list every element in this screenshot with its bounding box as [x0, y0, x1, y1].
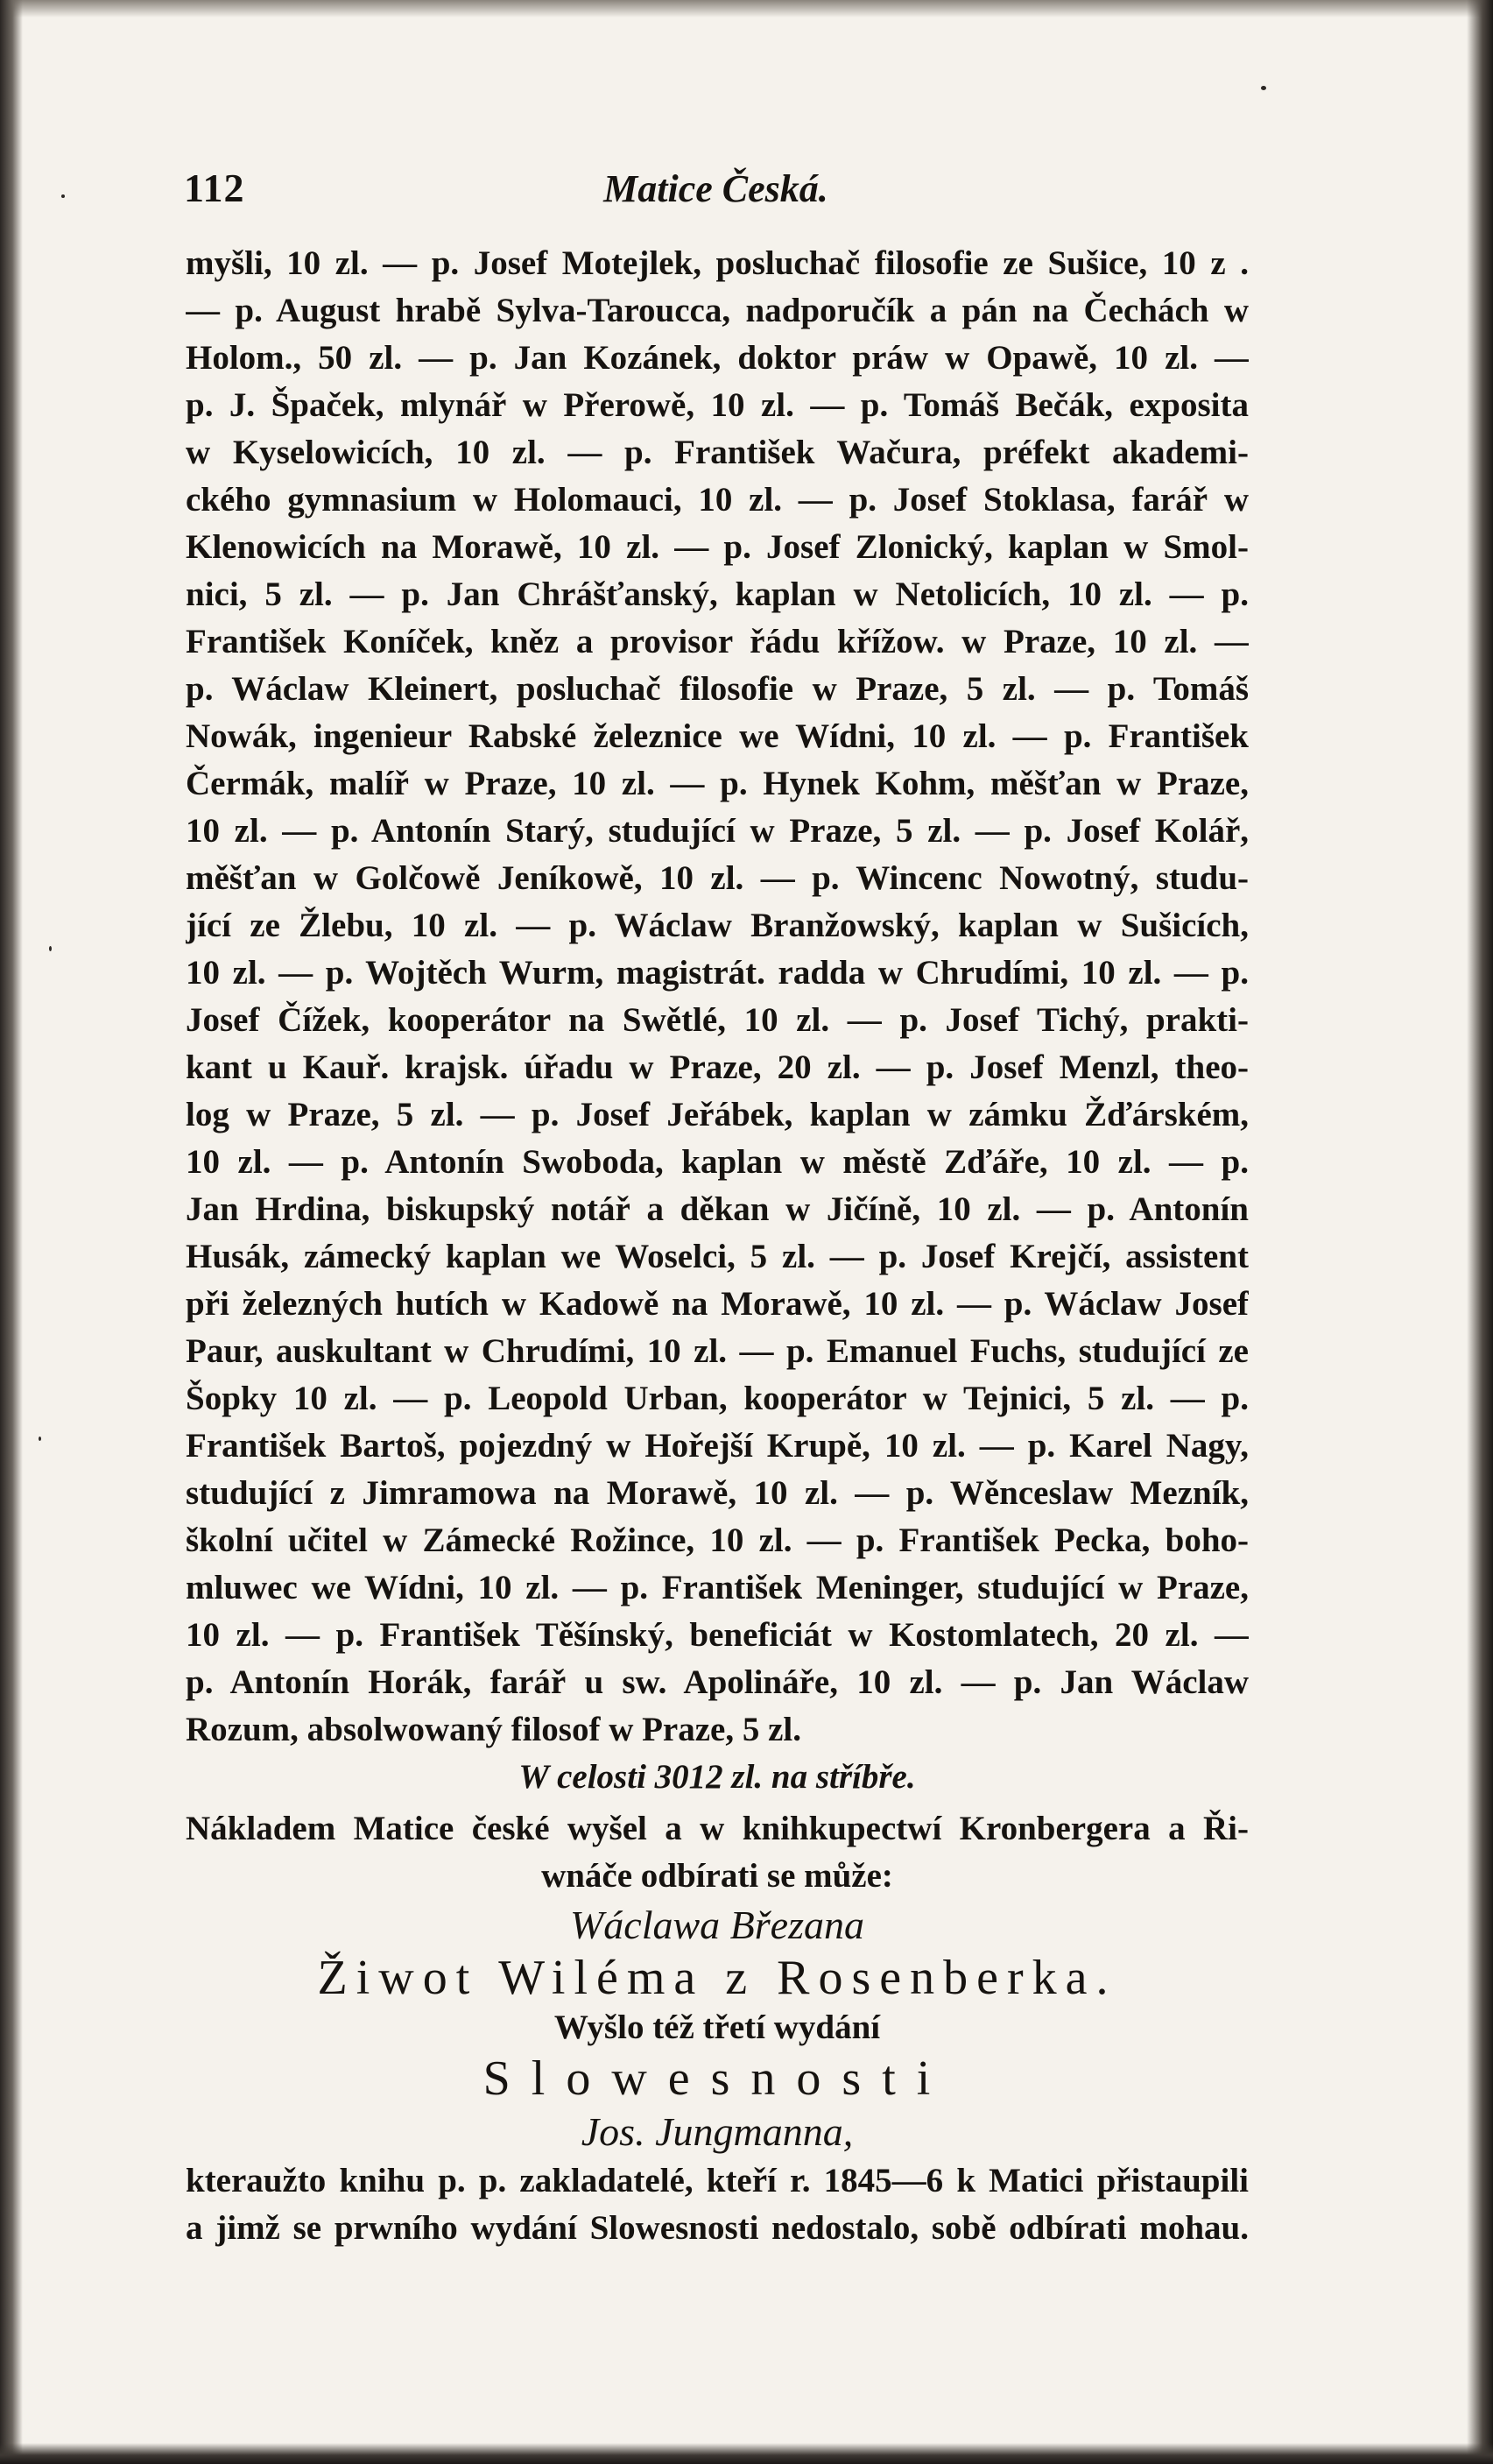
notice-line: kteraužto knihu p. p. zakladatelé, kteří r. 1845—6 k Matici přistaupili [186, 2162, 1249, 2199]
scan-speck [39, 1437, 41, 1441]
text-line: Rozum, absolwowaný filosof w Praze, 5 zl. [186, 1711, 802, 1748]
scan-speck [61, 194, 65, 198]
text-line: 10 zl. — p. František Těšínský, beneficiát w Kostomlatech, 20 zl. — [186, 1616, 1249, 1654]
text-line: Šopky 10 zl. — p. Leopold Urban, kooperátor w Tejnici, 5 zl. — p. [186, 1380, 1249, 1417]
text-line: log w Praze, 5 zl. — p. Josef Jeřábek, kaplan w zámku Žďárském, [186, 1096, 1249, 1133]
publication-notice [186, 1805, 1249, 2252]
total-line: W celosti 3012 zl. na stříbře. [518, 1758, 916, 1796]
text-line: studující z Jimramowa na Morawě, 10 zl. — p. Wěnceslaw Mezník, [186, 1474, 1249, 1512]
text-line: mluwec we Wídni, 10 zl. — p. František Meninger, studující w Praze, [186, 1569, 1249, 1606]
text-line: Klenowicích na Morawě, 10 zl. — p. Josef Zlonický, kaplan w Smol- [186, 528, 1249, 566]
book-author: Jos. Jungmanna, [581, 2109, 854, 2154]
text-line: p. J. Špaček, mlynář w Přerowě, 10 zl. — p. Tomáš Bečák, exposita [186, 386, 1249, 424]
notice-line: Nákladem Matice české wyšel a w knihkupectwí Kronbergera a Ři- [186, 1810, 1249, 1847]
text-line: 10 zl. — p. Antonín Swoboda, kaplan w městě Zďáře, 10 zl. — p. [186, 1143, 1249, 1181]
text-line: w Kyselowicích, 10 zl. — p. František Wačura, préfekt akademi- [186, 434, 1249, 471]
running-title: Matice Česká. [603, 167, 828, 210]
book-title: Slowesnosti [482, 2051, 952, 2106]
text-line: při železných hutích w Kadowě na Morawě, 10 zl. — p. Wáclaw Josef [186, 1285, 1249, 1323]
text-line: kant u Kauř. krajsk. úřadu w Praze, 20 zl. — p. Josef Menzl, theo- [186, 1048, 1249, 1086]
scan-speck [1261, 86, 1266, 90]
text-line: p. Wáclaw Kleinert, posluchač filosofie w Praze, 5 zl. — p. Tomáš [186, 670, 1249, 708]
book-author: Wáclawa Březana [569, 1903, 864, 1947]
text-line: Josef Čížek, kooperátor na Swětlé, 10 zl. — p. Josef Tichý, prakti- [186, 1001, 1249, 1039]
text-line: nici, 5 zl. — p. Jan Chrášťanský, kaplan w Netolicích, 10 zl. — p. [186, 575, 1249, 613]
scan-shadow-left [0, 0, 23, 2464]
text-line: ckého gymnasium w Holomauci, 10 zl. — p. Josef Stoklasa, farář w [186, 481, 1249, 519]
page-header [184, 165, 1248, 217]
text-line: Nowák, ingenieur Rabské železnice we Wídni, 10 zl. — p. František [186, 717, 1249, 755]
notice-line: wnáče odbírati se může: [541, 1857, 893, 1895]
text-line: Husák, zámecký kaplan we Woselci, 5 zl. — p. Josef Krejčí, assistent [186, 1238, 1249, 1275]
page-number: 112 [184, 166, 245, 210]
book-title: Žiwot Wiléma z Rosenberka. [317, 1951, 1117, 2005]
text-line: Paur, auskultant w Chrudími, 10 zl. — p. Emanuel Fuchs, studující ze [186, 1332, 1249, 1370]
notice-line: a jimž se prwního wydání Slowesnosti nedostalo, sobě odbírati mohau. [186, 2209, 1249, 2247]
scan-speck [49, 946, 52, 951]
text-line: Holom., 50 zl. — p. Jan Kozánek, doktor práw w Opawě, 10 zl. — [186, 339, 1249, 377]
text-line: myšli, 10 zl. — p. Josef Motejlek, posluchač filosofie ze Sušice, 10 z . [186, 244, 1249, 282]
scan-shadow-top [0, 0, 1493, 18]
text-line: František Koníček, kněz a provisor řádu křížow. w Praze, 10 zl. — [186, 623, 1249, 660]
edition-note: Wyšlo též třetí wydání [553, 2009, 881, 2046]
donor-list [186, 240, 1249, 1801]
text-line: 10 zl. — p. Wojtěch Wurm, magistrát. radda w Chrudími, 10 zl. — p. [186, 954, 1249, 992]
text-line: Čermák, malíř w Praze, 10 zl. — p. Hynek Kohm, měšťan w Praze, [186, 765, 1249, 802]
text-line: — p. August hrabě Sylva-Taroucca, nadporučík a pán na Čechách w [186, 292, 1249, 329]
text-line: jící ze Žlebu, 10 zl. — p. Wáclaw Branžowský, kaplan w Sušicích, [186, 907, 1249, 944]
scan-shadow-bottom [0, 2443, 1493, 2464]
text-line: měšťan w Golčowě Jeníkowě, 10 zl. — p. Wincenc Nowotný, studu- [186, 859, 1249, 897]
scan-shadow-right [1467, 0, 1493, 2464]
text-line: školní učitel w Zámecké Rožince, 10 zl. — p. František Pecka, boho- [186, 1521, 1249, 1559]
text-line: František Bartoš, pojezdný w Hořejší Krupě, 10 zl. — p. Karel Nagy, [186, 1427, 1249, 1465]
text-line: 10 zl. — p. Antonín Starý, studující w Praze, 5 zl. — p. Josef Kolář, [186, 812, 1249, 850]
text-line: p. Antonín Horák, farář u sw. Apolináře, 10 zl. — p. Jan Wáclaw [186, 1663, 1249, 1701]
text-line: Jan Hrdina, biskupský notář a děkan w Jičíně, 10 zl. — p. Antonín [186, 1190, 1249, 1228]
